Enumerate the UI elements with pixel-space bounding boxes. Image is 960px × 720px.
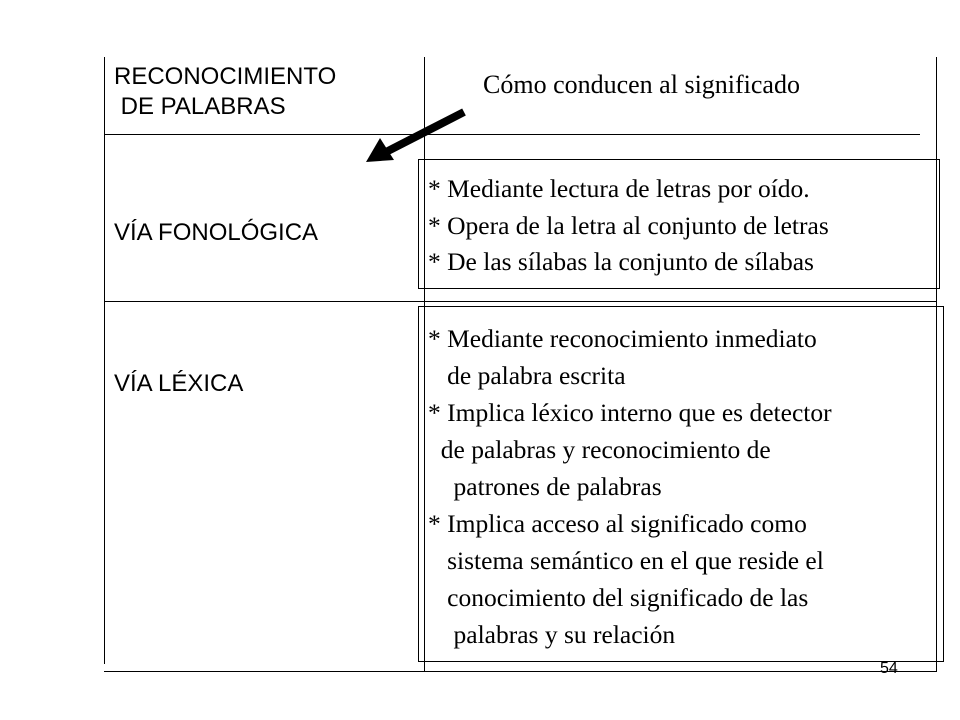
header-divider (104, 134, 920, 135)
row-divider (104, 301, 936, 302)
table-bottom-border (104, 671, 936, 672)
lexica-line-8: conocimiento del significado de las (428, 583, 809, 612)
header-left-title-line1: RECONOCIMIENTO (114, 63, 337, 90)
header-right-title: Cómo conducen al significado (483, 70, 800, 99)
row-label-via-lexica: VÍA LÉXICA (114, 370, 244, 397)
lexica-line-1: * Mediante reconocimiento inmediato (428, 324, 817, 353)
lexica-line-6: * Implica acceso al significado como (428, 509, 807, 538)
row-label-via-fonologica: VÍA FONOLÓGICA (114, 219, 319, 246)
lexica-line-5: patrones de palabras (428, 472, 662, 501)
row-text-via-fonologica (428, 171, 829, 281)
page-number: 54 (880, 660, 898, 677)
table-left-border (104, 57, 105, 664)
lexica-line-9: palabras y su relación (428, 620, 676, 649)
fonologica-line-3: * De las sílabas la conjunto de sílabas (428, 247, 814, 276)
lexica-line-2: de palabra escrita (428, 361, 626, 390)
lexica-line-4: de palabras y reconocimiento de (428, 435, 771, 464)
header-left-title-line2: DE PALABRAS (114, 93, 286, 120)
header-left-title (114, 62, 336, 122)
fonologica-line-2: * Opera de la letra al conjunto de letras (428, 210, 829, 240)
lexica-line-3: * Implica léxico interno que es detector (428, 398, 832, 427)
row-text-via-lexica (428, 320, 832, 653)
lexica-line-7: sistema semántico en el que reside el (428, 546, 824, 575)
fonologica-line-1: * Mediante lectura de letras por oído. (428, 174, 810, 203)
